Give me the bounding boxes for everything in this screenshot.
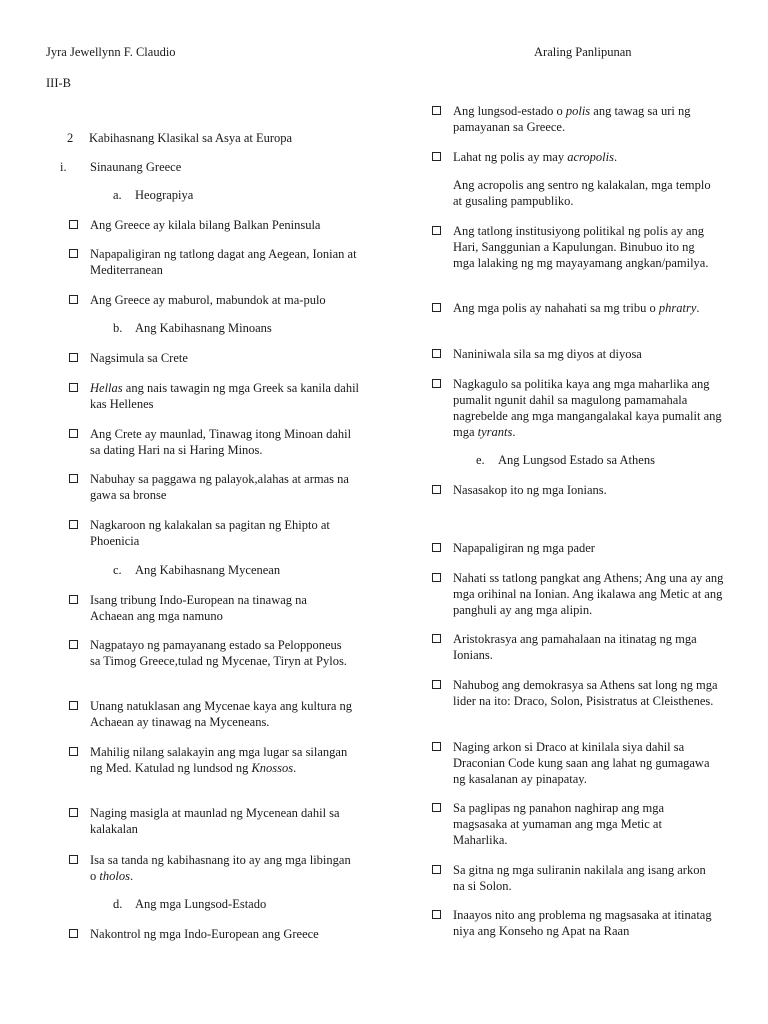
list-item-text-start: Mahilig nilang salakayin ang mga lugar sa silangan ng Med. Katulad ng lundsod ng: [90, 745, 348, 775]
checkbox-bullet-icon: [432, 226, 441, 235]
checkbox-bullet-icon: [432, 742, 441, 751]
list-item-text: Napapaligiran ng tatlong dagat ang Aegean, Ionian at Mediterranean: [90, 247, 357, 277]
list-item-text: Sa paglipas ng panahon naghirap ang mga magsasaka at yumaman ang mga Metic at Maharlika.: [453, 801, 665, 847]
checkbox-bullet-icon: [69, 249, 78, 258]
list-item-text: [90, 380, 365, 412]
student-section: III-B: [46, 76, 71, 90]
italic-term: tyrants: [477, 425, 513, 439]
list-item-text-start: Lahat ng polis ay may: [453, 150, 568, 164]
list-item-text: Nasasakop ito ng mga Ionians.: [453, 483, 607, 497]
list-item-text-start: Ang lungsod-estado o: [453, 104, 566, 118]
list-item-text: Ang Greece ay maburol, mabundok at ma-pulo: [90, 293, 326, 307]
italic-term: Hellas: [90, 381, 123, 395]
list-item-text: [90, 744, 352, 776]
list-item-text-end: .: [696, 301, 700, 315]
unit-title: Kabihasnang Klasikal sa Asya at Europa: [89, 131, 293, 145]
subheading-title: Ang mga Lungsod-Estado: [135, 897, 267, 911]
subheading-letter: e.: [476, 453, 485, 467]
subheading-letter: b.: [113, 321, 123, 335]
list-item-text: Inaayos nito ang problema ng magsasaka at itinatag niya ang Konseho ng Apat na Raan: [453, 908, 712, 938]
list-item-text: Nabuhay sa paggawa ng palayok,alahas at armas na gawa sa bronse: [90, 472, 349, 502]
subheading-title: Heograpiya: [135, 188, 194, 202]
italic-term: acropolis: [567, 150, 614, 164]
subject-title: Araling Panlipunan: [534, 45, 632, 59]
list-item-text: Naging arkon si Draco at kinilala siya dahil sa Draconian Code kung saan ang lahat ng gumagawa ng kasalanan ay pinapatay.: [453, 740, 710, 786]
list-item-text: Nahati ss tatlong pangkat ang Athens; Ang una ay ang mga orihinal na Ionian. Ang ikalawa ang Metic at ang panghuli ay ang mga alipin.: [453, 571, 724, 617]
list-item-text: [453, 376, 725, 440]
subheading-letter: d.: [113, 897, 123, 911]
checkbox-bullet-icon: [69, 808, 78, 817]
list-item-text-start: Nagkagulo sa politika kaya ang mga maharlika ang pumalit ngunit dahil sa magulong pamamahala nagrebelde ang mga mangangalakal kaya pumalit ang mga: [453, 377, 722, 439]
subheading-title: Ang Kabihasnang Mycenean: [135, 563, 281, 577]
checkbox-bullet-icon: [432, 152, 441, 161]
part-number: i.: [60, 160, 67, 174]
checkbox-bullet-icon: [69, 295, 78, 304]
list-item-text: Nagkaroon ng kalakalan sa pagitan ng Ehipto at Phoenicia: [90, 518, 330, 548]
checkbox-bullet-icon: [432, 485, 441, 494]
checkbox-bullet-icon: [69, 429, 78, 438]
list-item-text-start: Ang mga polis ay nahahati sa mg tribu o: [453, 301, 659, 315]
list-item-text: Naging masigla at maunlad ng Mycenean dahil sa kalakalan: [90, 806, 340, 836]
checkbox-bullet-icon: [69, 747, 78, 756]
list-item-text: Ang Crete ay maunlad, Tinawag itong Minoan dahil sa dating Hari na si Haring Minos.: [90, 427, 352, 457]
checkbox-bullet-icon: [432, 543, 441, 552]
subheading-letter: a.: [113, 188, 122, 202]
list-item-text: Ang Greece ay kilala bilang Balkan Peninsula: [90, 218, 321, 232]
list-item-text-rest: ang nais tawagin ng mga Greek sa kanila dahil kas Hellenes: [90, 381, 360, 411]
unit-number: 2: [67, 131, 74, 145]
checkbox-bullet-icon: [69, 474, 78, 483]
italic-term: Knossos: [251, 761, 294, 775]
list-item-text: Isang tribung Indo-European na tinawag na Achaean ang mga namuno: [90, 593, 307, 623]
list-item-text: [453, 103, 723, 135]
checkbox-bullet-icon: [69, 220, 78, 229]
checkbox-bullet-icon: [432, 303, 441, 312]
subheading-title: Ang Lungsod Estado sa Athens: [498, 453, 655, 467]
checkbox-bullet-icon: [432, 680, 441, 689]
list-item-text: Unang natuklasan ang Mycenae kaya ang kultura ng Achaean ay tinawag na Myceneans.: [90, 699, 353, 729]
student-name: Jyra Jewellynn F. Claudio: [46, 45, 176, 59]
checkbox-bullet-icon: [432, 573, 441, 582]
checkbox-bullet-icon: [69, 640, 78, 649]
checkbox-bullet-icon: [432, 349, 441, 358]
list-item-text: Nagsimula sa Crete: [90, 351, 188, 365]
checkbox-bullet-icon: [432, 803, 441, 812]
list-item-text: [453, 149, 728, 165]
checkbox-bullet-icon: [432, 910, 441, 919]
checkbox-bullet-icon: [69, 929, 78, 938]
checkbox-bullet-icon: [69, 595, 78, 604]
list-item-text: Aristokrasya ang pamahalaan na itinatag ng mga Ionians.: [453, 632, 697, 662]
list-item-text: Sa gitna ng mga suliranin nakilala ang isang arkon na si Solon.: [453, 863, 706, 893]
list-item-text-end: .: [512, 425, 516, 439]
paragraph: Ang acropolis ang sentro ng kalakalan, mga templo at gusaling pampubliko.: [453, 178, 711, 208]
checkbox-bullet-icon: [432, 634, 441, 643]
checkbox-bullet-icon: [69, 701, 78, 710]
list-item-text: Nakontrol ng mga Indo-European ang Greece: [90, 927, 319, 941]
list-item-text-end: .: [293, 761, 297, 775]
list-item-text: Nagpatayo ng pamayanang estado sa Pelopponeus sa Timog Greece,tulad ng Mycenae, Tiryn at Pylos.: [90, 638, 347, 668]
list-item-text: [90, 852, 352, 884]
list-item-text: Naniniwala sila sa mg diyos at diyosa: [453, 347, 642, 361]
list-item-text: Nahubog ang demokrasya sa Athens sat long ng mga lider na ito: Draco, Solon, Pisistratus at Cleisthenes.: [453, 678, 718, 708]
checkbox-bullet-icon: [69, 855, 78, 864]
subheading-letter: c.: [113, 563, 122, 577]
part-title: Sinaunang Greece: [90, 160, 182, 174]
list-item-text-end: .: [129, 869, 134, 883]
list-item-text: Napapaligiran ng mga pader: [453, 541, 595, 555]
checkbox-bullet-icon: [69, 353, 78, 362]
list-item-text: Ang tatlong institusiyong politikal ng polis ay ang Hari, Sanggunian a Kapulungan. Binubuo ito ng mga lalaking ng mg mayayamang angkan/pamilya.: [453, 224, 709, 270]
list-item-text: [453, 300, 713, 316]
checkbox-bullet-icon: [432, 379, 441, 388]
checkbox-bullet-icon: [432, 106, 441, 115]
checkbox-bullet-icon: [69, 520, 78, 529]
list-item-text-end: .: [613, 150, 618, 164]
checkbox-bullet-icon: [69, 383, 78, 392]
italic-term: phratry: [658, 301, 697, 315]
subheading-title: Ang Kabihasnang Minoans: [135, 321, 272, 335]
italic-term: polis: [565, 104, 591, 118]
checkbox-bullet-icon: [432, 865, 441, 874]
italic-term: tholos: [99, 869, 130, 883]
list-item-text-rest: ang tawag sa uri ng pamayanan sa Greece.: [453, 104, 691, 134]
list-item-text-start: Isa sa tanda ng kabihasnang ito ay ang mga libingan o: [90, 853, 351, 883]
